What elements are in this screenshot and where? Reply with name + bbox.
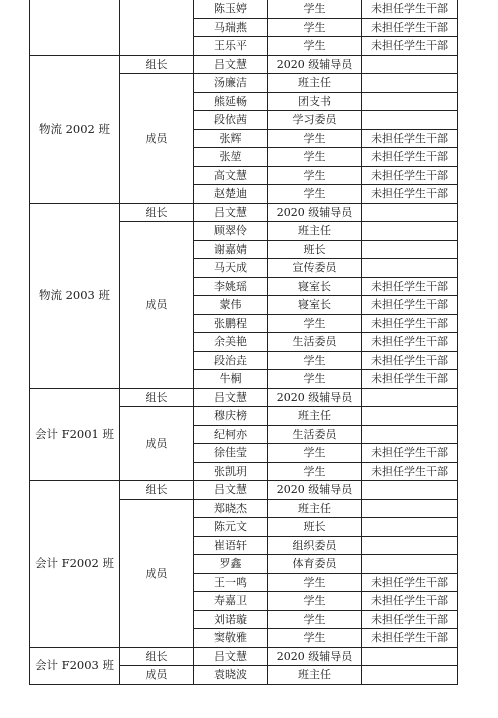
member-cadre-status-cell: 未担任学生干部 bbox=[362, 333, 458, 352]
member-position-cell: 学生 bbox=[268, 314, 362, 333]
member-position-cell: 班长 bbox=[268, 240, 362, 259]
member-name-cell: 王一鸣 bbox=[194, 573, 268, 592]
class-name-cell bbox=[30, 0, 120, 55]
group-role-cell: 组长 bbox=[120, 55, 194, 74]
member-cadre-status-cell bbox=[362, 481, 458, 500]
table-row bbox=[30, 0, 458, 18]
member-position-cell: 学生 bbox=[268, 37, 362, 56]
member-name-cell: 袁晓波 bbox=[194, 666, 268, 685]
roster-table-container bbox=[29, 0, 458, 685]
member-name-cell: 穆庆榜 bbox=[194, 407, 268, 426]
member-position-cell: 学生 bbox=[268, 629, 362, 648]
member-cadre-status-cell: 未担任学生干部 bbox=[362, 314, 458, 333]
member-cadre-status-cell bbox=[362, 425, 458, 444]
member-cadre-status-cell bbox=[362, 518, 458, 537]
group-role-cell: 成员 bbox=[120, 666, 194, 685]
member-name-cell: 郑晓杰 bbox=[194, 499, 268, 518]
member-position-cell: 班主任 bbox=[268, 666, 362, 685]
group-role-cell: 成员 bbox=[120, 74, 194, 204]
member-name-cell: 蒙伟 bbox=[194, 296, 268, 315]
member-cadre-status-cell: 未担任学生干部 bbox=[362, 37, 458, 56]
member-name-cell: 寿嘉卫 bbox=[194, 592, 268, 611]
member-cadre-status-cell: 未担任学生干部 bbox=[362, 277, 458, 296]
roster-table bbox=[29, 0, 458, 685]
member-name-cell: 马瑞燕 bbox=[194, 18, 268, 37]
member-name-cell: 汤廉洁 bbox=[194, 74, 268, 93]
member-cadre-status-cell: 未担任学生干部 bbox=[362, 592, 458, 611]
member-name-cell: 陈玉婷 bbox=[194, 0, 268, 18]
table-row bbox=[30, 55, 458, 74]
member-name-cell: 窦敬雅 bbox=[194, 629, 268, 648]
member-position-cell: 班主任 bbox=[268, 222, 362, 241]
member-cadre-status-cell: 未担任学生干部 bbox=[362, 351, 458, 370]
member-cadre-status-cell: 未担任学生干部 bbox=[362, 18, 458, 37]
member-name-cell: 张辉 bbox=[194, 129, 268, 148]
table-row bbox=[30, 388, 458, 407]
member-position-cell: 班主任 bbox=[268, 499, 362, 518]
member-name-cell: 吕文慧 bbox=[194, 481, 268, 500]
member-position-cell: 2020 级辅导员 bbox=[268, 55, 362, 74]
member-position-cell: 班主任 bbox=[268, 74, 362, 93]
member-name-cell: 熊延畅 bbox=[194, 92, 268, 111]
member-position-cell: 学生 bbox=[268, 0, 362, 18]
member-position-cell: 学生 bbox=[268, 610, 362, 629]
member-name-cell: 马天成 bbox=[194, 259, 268, 278]
class-name-cell: 物流 2002 班 bbox=[30, 55, 120, 203]
member-cadre-status-cell bbox=[362, 259, 458, 278]
group-role-cell: 组长 bbox=[120, 203, 194, 222]
member-position-cell: 学生 bbox=[268, 185, 362, 204]
member-cadre-status-cell bbox=[362, 92, 458, 111]
member-cadre-status-cell: 未担任学生干部 bbox=[362, 185, 458, 204]
member-position-cell: 学生 bbox=[268, 148, 362, 167]
class-name-cell: 物流 2003 班 bbox=[30, 203, 120, 388]
member-position-cell: 学生 bbox=[268, 444, 362, 463]
member-position-cell: 学生 bbox=[268, 129, 362, 148]
member-cadre-status-cell bbox=[362, 555, 458, 574]
member-name-cell: 吕文慧 bbox=[194, 203, 268, 222]
member-name-cell: 谢嘉婧 bbox=[194, 240, 268, 259]
member-name-cell: 纪柯亦 bbox=[194, 425, 268, 444]
group-role-cell: 成员 bbox=[120, 499, 194, 647]
member-cadre-status-cell bbox=[362, 240, 458, 259]
member-position-cell: 2020 级辅导员 bbox=[268, 388, 362, 407]
member-name-cell: 段治垚 bbox=[194, 351, 268, 370]
member-position-cell: 学生 bbox=[268, 370, 362, 389]
member-position-cell: 2020 级辅导员 bbox=[268, 481, 362, 500]
member-position-cell: 生活委员 bbox=[268, 425, 362, 444]
member-name-cell: 张堃 bbox=[194, 148, 268, 167]
member-cadre-status-cell bbox=[362, 666, 458, 685]
member-name-cell: 牛桐 bbox=[194, 370, 268, 389]
member-position-cell: 学生 bbox=[268, 166, 362, 185]
group-role-cell: 组长 bbox=[120, 481, 194, 500]
member-position-cell: 2020 级辅导员 bbox=[268, 647, 362, 666]
table-row bbox=[30, 203, 458, 222]
member-position-cell: 寝室长 bbox=[268, 277, 362, 296]
member-name-cell: 陈元文 bbox=[194, 518, 268, 537]
member-cadre-status-cell bbox=[362, 647, 458, 666]
member-cadre-status-cell: 未担任学生干部 bbox=[362, 148, 458, 167]
member-cadre-status-cell bbox=[362, 536, 458, 555]
member-cadre-status-cell bbox=[362, 111, 458, 130]
member-cadre-status-cell: 未担任学生干部 bbox=[362, 444, 458, 463]
member-position-cell: 组织委员 bbox=[268, 536, 362, 555]
group-role-cell: 成员 bbox=[120, 407, 194, 481]
member-cadre-status-cell: 未担任学生干部 bbox=[362, 629, 458, 648]
member-name-cell: 高文慧 bbox=[194, 166, 268, 185]
member-name-cell: 李姚瑶 bbox=[194, 277, 268, 296]
member-cadre-status-cell: 未担任学生干部 bbox=[362, 296, 458, 315]
member-name-cell: 王乐平 bbox=[194, 37, 268, 56]
member-cadre-status-cell: 未担任学生干部 bbox=[362, 166, 458, 185]
member-position-cell: 学生 bbox=[268, 462, 362, 481]
member-name-cell: 张鹏程 bbox=[194, 314, 268, 333]
member-name-cell: 段依茜 bbox=[194, 111, 268, 130]
member-position-cell: 班长 bbox=[268, 518, 362, 537]
group-role-cell: 组长 bbox=[120, 388, 194, 407]
class-name-cell: 会计 F2003 班 bbox=[30, 647, 120, 684]
roster-table-body bbox=[30, 0, 458, 684]
member-position-cell: 学生 bbox=[268, 573, 362, 592]
table-row bbox=[30, 647, 458, 666]
group-role-cell: 组长 bbox=[120, 647, 194, 666]
member-cadre-status-cell bbox=[362, 55, 458, 74]
member-position-cell: 生活委员 bbox=[268, 333, 362, 352]
member-cadre-status-cell: 未担任学生干部 bbox=[362, 462, 458, 481]
class-name-cell: 会计 F2001 班 bbox=[30, 388, 120, 481]
member-position-cell: 学生 bbox=[268, 351, 362, 370]
member-cadre-status-cell: 未担任学生干部 bbox=[362, 573, 458, 592]
member-name-cell: 顾翠伶 bbox=[194, 222, 268, 241]
member-cadre-status-cell: 未担任学生干部 bbox=[362, 129, 458, 148]
class-name-cell: 会计 F2002 班 bbox=[30, 481, 120, 648]
member-name-cell: 崔语轩 bbox=[194, 536, 268, 555]
member-cadre-status-cell: 未担任学生干部 bbox=[362, 370, 458, 389]
member-name-cell: 罗鑫 bbox=[194, 555, 268, 574]
member-position-cell: 寝室长 bbox=[268, 296, 362, 315]
member-position-cell: 团支书 bbox=[268, 92, 362, 111]
member-cadre-status-cell bbox=[362, 203, 458, 222]
member-cadre-status-cell bbox=[362, 74, 458, 93]
member-cadre-status-cell bbox=[362, 407, 458, 426]
member-position-cell: 班主任 bbox=[268, 407, 362, 426]
member-position-cell: 2020 级辅导员 bbox=[268, 203, 362, 222]
member-position-cell: 体育委员 bbox=[268, 555, 362, 574]
member-name-cell: 徐佳莹 bbox=[194, 444, 268, 463]
group-role-cell bbox=[120, 0, 194, 55]
member-name-cell: 吕文慧 bbox=[194, 55, 268, 74]
member-name-cell: 刘诺璇 bbox=[194, 610, 268, 629]
member-position-cell: 宣传委员 bbox=[268, 259, 362, 278]
member-position-cell: 学生 bbox=[268, 592, 362, 611]
table-row bbox=[30, 481, 458, 500]
member-name-cell: 吕文慧 bbox=[194, 388, 268, 407]
member-name-cell: 余美艳 bbox=[194, 333, 268, 352]
group-role-cell: 成员 bbox=[120, 222, 194, 389]
member-cadre-status-cell bbox=[362, 222, 458, 241]
member-cadre-status-cell bbox=[362, 499, 458, 518]
member-cadre-status-cell bbox=[362, 388, 458, 407]
member-position-cell: 学习委员 bbox=[268, 111, 362, 130]
member-name-cell: 吕文慧 bbox=[194, 647, 268, 666]
member-name-cell: 赵楚迪 bbox=[194, 185, 268, 204]
member-cadre-status-cell: 未担任学生干部 bbox=[362, 0, 458, 18]
member-cadre-status-cell: 未担任学生干部 bbox=[362, 610, 458, 629]
member-name-cell: 张凯玥 bbox=[194, 462, 268, 481]
member-position-cell: 学生 bbox=[268, 18, 362, 37]
